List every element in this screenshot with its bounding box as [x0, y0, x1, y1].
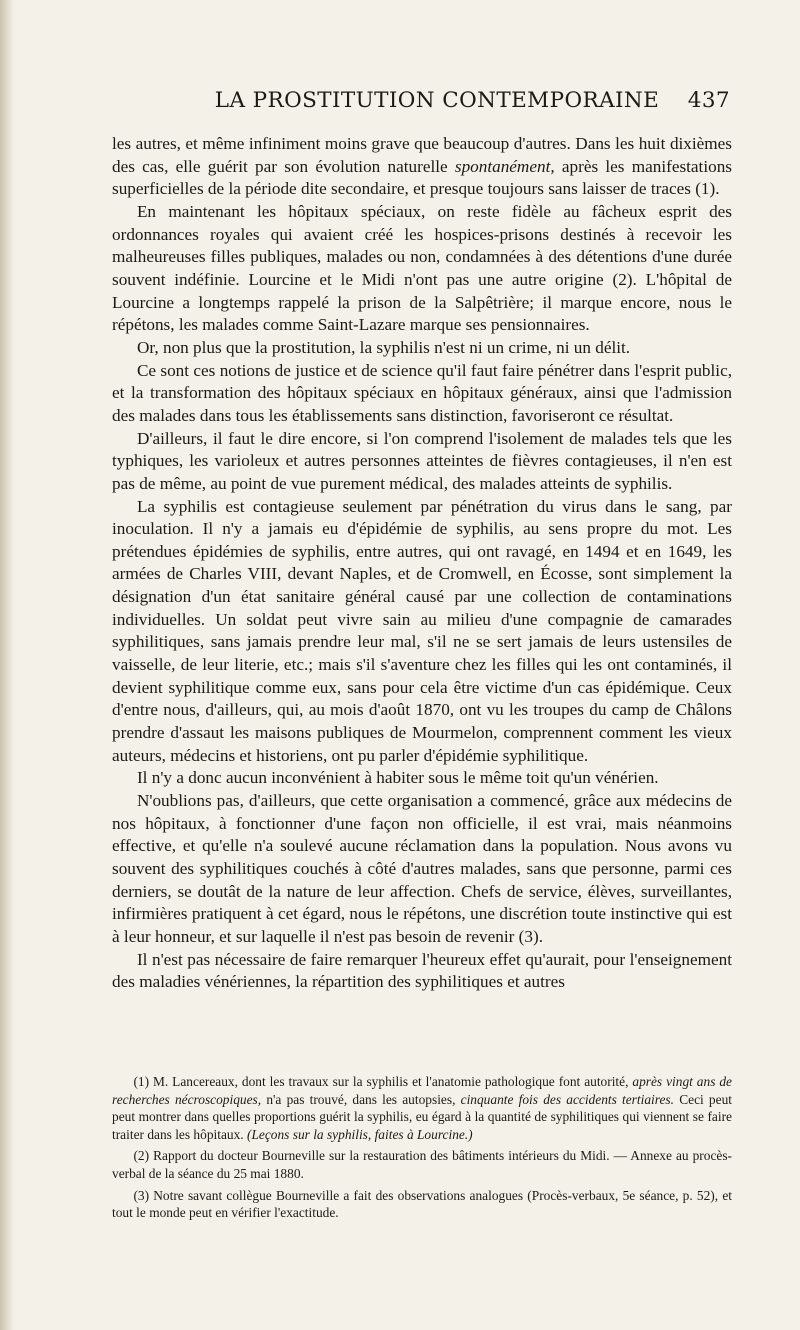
page-number: 437 [687, 88, 730, 113]
paragraph-3: Or, non plus que la prostitution, la syphilis n'est ni un crime, ni un délit. [136, 337, 631, 357]
paragraph-4: Ce sont ces notions de justice et de science qu'il faut faire pénétrer dans l'esprit public, et la transformation des hôpitaux spéciaux en hôpitaux généraux, ainsi que l'admission des malades dans tous les établissements sans distinction, favoriseront ce résultat. [112, 360, 732, 425]
running-title: LA PROSTITUTION CONTEMPORAINE [214, 88, 660, 113]
paragraph-7: Il n'y a donc aucun inconvénient à habiter sous le même toit qu'un vénérien. [136, 768, 659, 788]
paragraph-2: En maintenant les hôpitaux spéciaux, on reste fidèle au fâcheux esprit des ordonnances royales qui avaient créé les hospices-prisons destinés à recevoir les malheureuses filles publiques, malades ou non, condamnées à des détentions d'une durée souvent indéfinie. Lourcine et le Midi n'ont pas une autre origine (2). L'hôpital de Lourcine a longtemps rappelé la prison de la Salpêtrière; il marque encore, nous le répétons, les malades comme Saint-Lazare marque ses pensionnaires. [112, 201, 732, 335]
footnote-3: (3) Notre savant collègue Bourneville a fait des observations analogues (Procès-verbaux, 5e séance, p. 52), et tout le monde peut en vérifier l'exactitude. [112, 1187, 732, 1221]
footnote-2: (2) Rapport du docteur Bourneville sur la restauration des bâtiments intérieurs du Midi. — Annexe au procès-verbal de la séance du 25 mai 1880. [112, 1148, 732, 1181]
paragraph-8: N'oublions pas, d'ailleurs, que cette organisation a commencé, grâce aux médecins de nos hôpitaux, à fonctionner d'une façon non officielle, il est vrai, mais néanmoins effective, et qu'elle n'a soulevé aucune réclamation dans la population. Nous avons vu souvent des syphilitiques couchés à côté d'autres malades, sans que personne, parmi ces derniers, se doutât de la nature de leur affection. Chefs de service, élèves, surveillantes, infirmières pratiquent à cet égard, nous le répétons, une discrétion toute instinctive qui est à leur honneur, et sur laquelle il n'est pas besoin de revenir (3). [112, 791, 732, 946]
paragraph-5: D'ailleurs, il faut le dire encore, si l'on comprend l'isolement de malades tels que les typhiques, les varioleux et autres personnes atteintes de fièvres contagieuses, il n'en est pas de même, au point de vue purement médical, des malades atteints de syphilis. [112, 428, 732, 493]
paragraph-6: La syphilis est contagieuse seulement par pénétration du virus dans le sang, par inoculation. Il n'y a jamais eu d'épidémie de syphilis, au sens propre du mot. Les prétendues épidémies de syphilis, entre autres, qui ont ravagé, en 1494 et en 1649, les armées de Charles VIII, devant Naples, et de Cromwell, en Écosse, sont simplement la désignation d'un état sanitaire général causé par une collection de contaminations individuelles. Un soldat peut vivre sain au milieu d'une compagnie de camarades syphilitiques, sans jamais prendre leur mal, s'il ne se sert jamais de leurs ustensiles de vaisselle, de leur literie, etc.; mais s'il s'aventure chez les filles qui les ont contaminés, il devient syphilitique comme eux, sans pour cela être victime d'un cas épidémique. Ceux d'entre nous, d'ailleurs, qui, au mois d'août 1870, ont vu les troupes du camp de Châlons prendre d'assaut les maisons publiques de Mourmelon, comprennent comment les vieux auteurs, médecins et historiens, ont pu parler d'épidémie syphilitique. [112, 496, 732, 765]
paragraph-1: les autres, et même infiniment moins grave que beaucoup d'autres. Dans les huit dixièmes des cas, elle guérit par son évolution naturelle spontanément, après les manifestations superficielles de la période dite secondaire, et presque toujours sans laisser de traces (1). [112, 134, 732, 199]
footnote-1: (1) M. Lancereaux, dont les travaux sur la syphilis et l'anatomie pathologique font autorité, après vingt ans de recherches nécroscopiques, n'a pas trouvé, dans les autopsies, cinquante fois des accidents tertiaires. Ceci peut peut montrer dans quelles proportions guérit la syphilis, eu égard à la quantité de syphilitiques qui viennent se faire traiter dans les hôpitaux. (Leçons sur la syphilis, faites à Lourcine.) [112, 1074, 732, 1142]
body-text [112, 133, 732, 994]
paragraph-9: Il n'est pas nécessaire de faire remarquer l'heureux effet qu'aurait, pour l'enseignement des maladies vénériennes, la répartition des syphilitiques et autres [112, 949, 732, 992]
footnotes [112, 1073, 732, 1226]
running-head [144, 86, 730, 116]
